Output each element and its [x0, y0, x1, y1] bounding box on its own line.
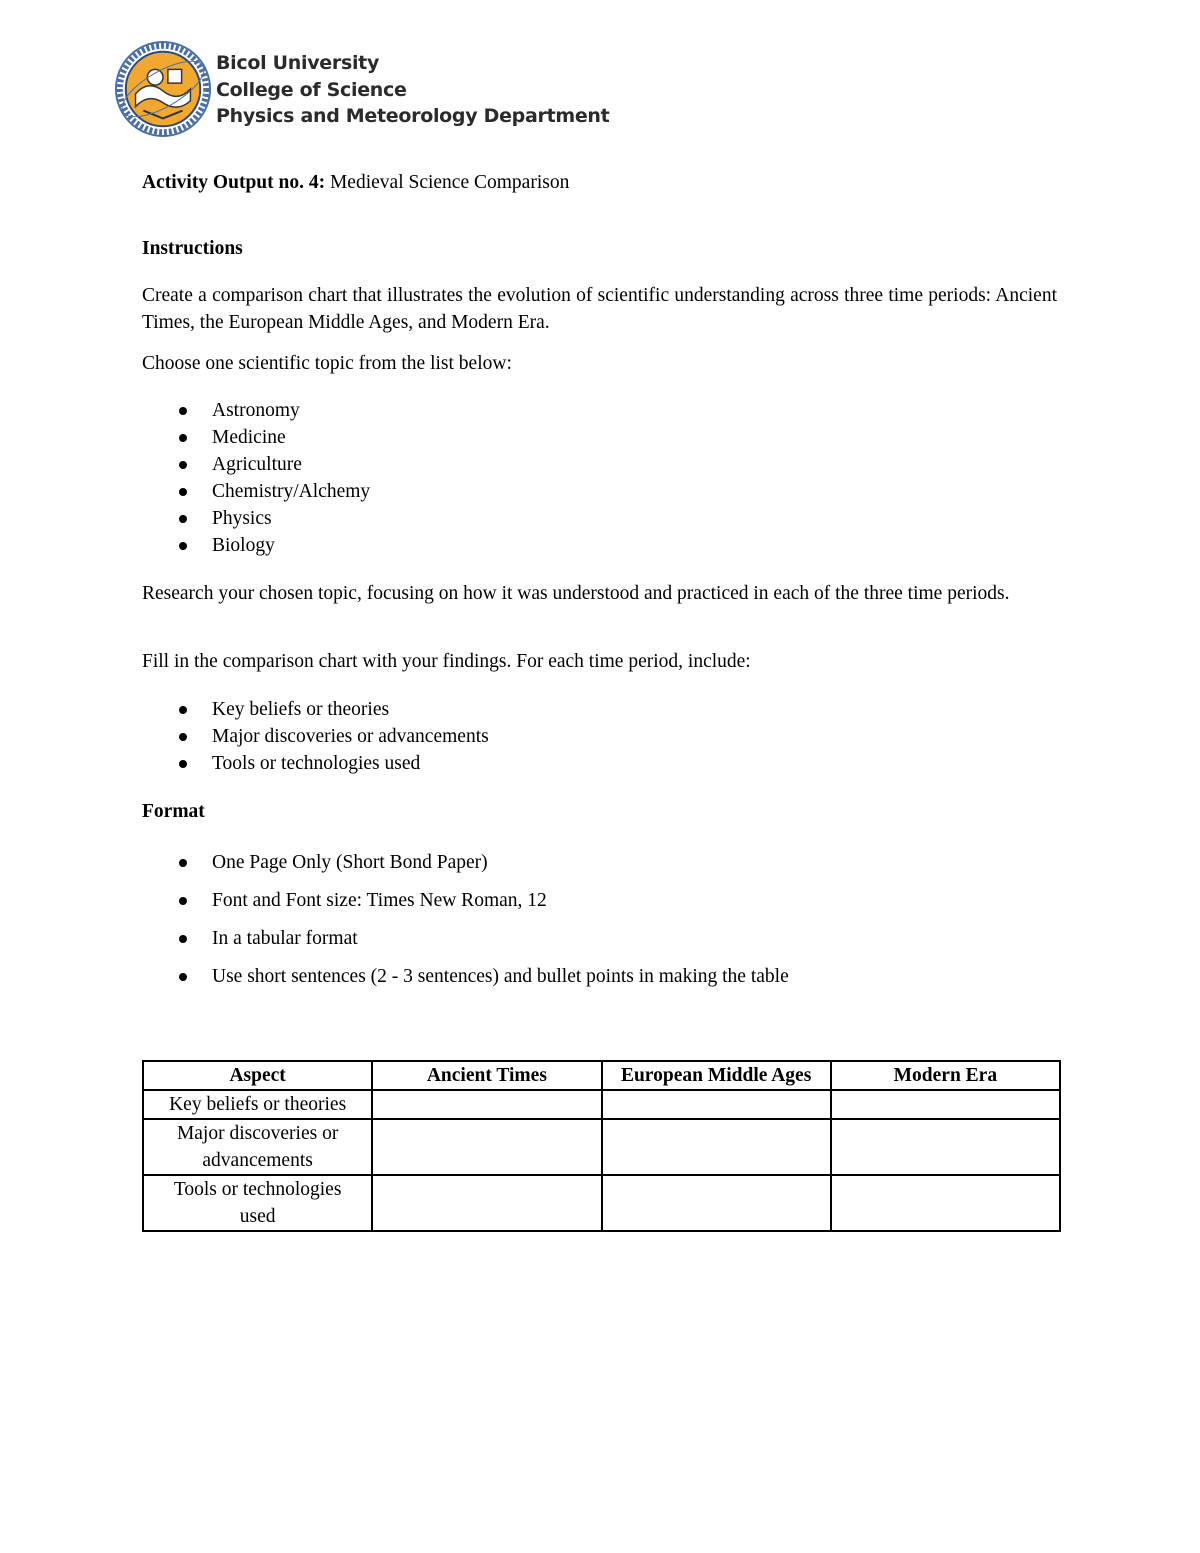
- row-label: Tools or technologies used: [143, 1175, 372, 1231]
- column-header-modern-era: Modern Era: [831, 1061, 1060, 1090]
- list-item: Physics: [142, 505, 1057, 532]
- activity-label: Activity Output no. 4:: [142, 172, 326, 193]
- list-item: Key beliefs or theories: [142, 696, 1057, 723]
- list-item: Medicine: [142, 424, 1057, 451]
- list-item: One Page Only (Short Bond Paper): [142, 849, 1057, 876]
- institution-name: [216, 40, 609, 130]
- table-row: [143, 1090, 1060, 1119]
- table-cell: [831, 1119, 1060, 1175]
- instructions-paragraph-4: Fill in the comparison chart with your findings. For each time period, include:: [142, 651, 751, 672]
- list-item: Major discoveries or advancements: [142, 723, 1057, 750]
- row-label: Major discoveries or advancements: [143, 1119, 372, 1175]
- include-list: [142, 696, 1057, 777]
- letterhead: [114, 40, 609, 138]
- table-row: [143, 1175, 1060, 1231]
- format-list: [142, 849, 1057, 990]
- instructions-paragraph-2: Choose one scientific topic from the list below:: [142, 353, 512, 374]
- table-cell: [602, 1090, 831, 1119]
- topic-list: [142, 397, 1057, 559]
- instructions-paragraph-1: Create a comparison chart that illustrates the evolution of scientific understanding across three time periods: Ancient Times, the European Middle Ages, and Modern Era.: [142, 285, 1057, 333]
- list-item: Use short sentences (2 - 3 sentences) and bullet points in making the table: [142, 963, 1057, 990]
- table-cell: [831, 1175, 1060, 1231]
- row-label: Key beliefs or theories: [143, 1090, 372, 1119]
- column-header-ancient-times: Ancient Times: [372, 1061, 601, 1090]
- department-name: Physics and Meteorology Department: [216, 105, 610, 127]
- table-cell: [372, 1119, 601, 1175]
- comparison-table: [142, 1060, 1061, 1232]
- university-name: Bicol University: [216, 52, 380, 74]
- list-item: Biology: [142, 532, 1057, 559]
- activity-name: Medieval Science Comparison: [325, 172, 570, 193]
- format-heading: Format: [142, 801, 205, 822]
- table-header-row: [143, 1061, 1060, 1090]
- column-header-aspect: Aspect: [143, 1061, 372, 1090]
- table-cell: [372, 1175, 601, 1231]
- table-cell: [372, 1090, 601, 1119]
- column-header-european-middle-ages: European Middle Ages: [602, 1061, 831, 1090]
- bicol-university-seal-icon: [114, 40, 212, 138]
- list-item: Agriculture: [142, 451, 1057, 478]
- activity-title: [142, 169, 1057, 196]
- table-cell: [831, 1090, 1060, 1119]
- table-cell: [602, 1175, 831, 1231]
- list-item: In a tabular format: [142, 925, 1057, 952]
- list-item: Chemistry/Alchemy: [142, 478, 1057, 505]
- table-row: [143, 1119, 1060, 1175]
- list-item: Tools or technologies used: [142, 750, 1057, 777]
- instructions-paragraph-3: Research your chosen topic, focusing on how it was understood and practiced in each of the three time periods.: [142, 583, 1010, 604]
- instructions-heading: Instructions: [142, 238, 243, 259]
- college-name: College of Science: [216, 78, 407, 101]
- list-item: Astronomy: [142, 397, 1057, 424]
- table-cell: [602, 1119, 831, 1175]
- list-item: Font and Font size: Times New Roman, 12: [142, 887, 1057, 914]
